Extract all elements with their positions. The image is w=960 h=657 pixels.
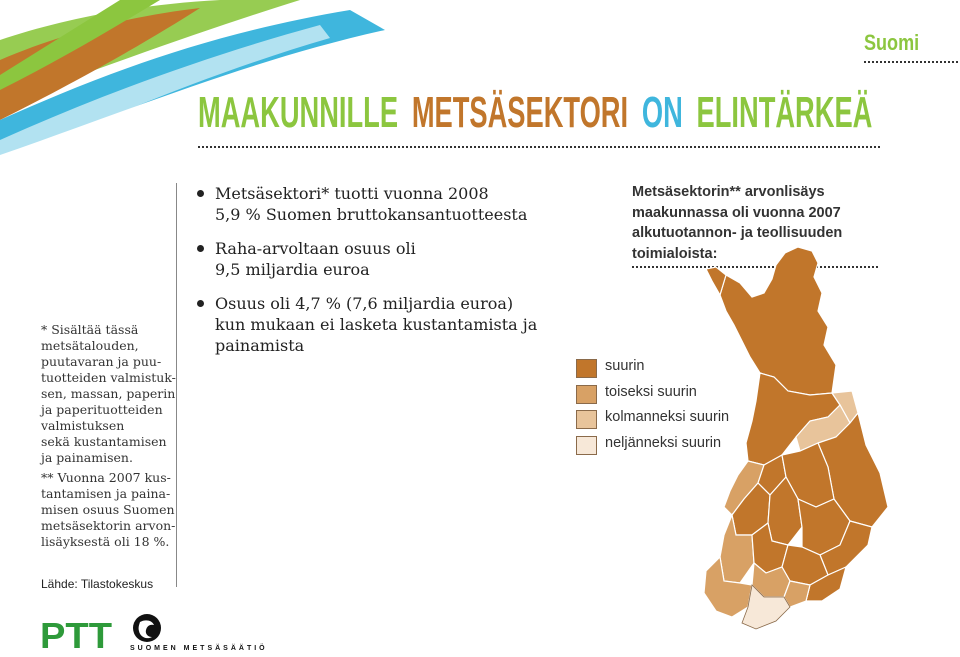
bullet-line: kun mukaan ei lasketa kustantamista ja	[215, 315, 538, 334]
note-line: ja paperituotteiden	[41, 402, 163, 417]
legend-swatch	[576, 436, 597, 455]
bullet-icon	[197, 300, 204, 307]
legend-swatch	[576, 385, 597, 404]
title-divider	[198, 146, 880, 148]
title-word-3: ON	[641, 88, 683, 137]
bullet-line: painamista	[215, 336, 305, 355]
title-word-1: MAAKUNNILLE	[198, 88, 399, 137]
foundation-logo-icon	[130, 613, 166, 645]
legend-swatch	[576, 410, 597, 429]
bullet-line: Metsäsektori* tuotti vuonna 2008	[215, 184, 489, 203]
legend-label: suurin	[605, 358, 645, 374]
legend-swatch	[576, 359, 597, 378]
note-line: tantamisen ja paina-	[41, 486, 171, 501]
foundation-name: SUOMEN METSÄSÄÄTIÖ	[130, 645, 268, 652]
bullet-icon	[197, 190, 204, 197]
title-word-4: ELINTÄRKEÄ	[696, 88, 873, 137]
note-line: metsätalouden,	[41, 338, 139, 353]
note-line: valmistuksen	[41, 418, 125, 433]
note-line: sekä kustantamisen	[41, 434, 167, 449]
note-line: tuotteiden valmistuk-	[41, 370, 176, 385]
ptt-logo-text: PTT	[40, 617, 113, 653]
map-title-line: maakunnassa oli vuonna 2007	[632, 204, 841, 221]
note-line: ja painamisen.	[41, 450, 133, 465]
footnote-1	[41, 322, 176, 466]
title-word-2: METSÄSEKTORI	[411, 88, 629, 137]
note-line: * Sisältää tässä	[41, 322, 139, 337]
vertical-divider	[176, 183, 177, 587]
bullet-item	[197, 293, 567, 356]
header-divider-right	[864, 61, 958, 63]
note-line: puutavaran ja puu-	[41, 354, 162, 369]
bullet-item	[197, 183, 567, 225]
legend-label: kolmanneksi suurin	[605, 409, 730, 425]
bullet-line: Osuus oli 4,7 % (7,6 miljardia euroa)	[215, 294, 514, 313]
bullet-line: 5,9 % Suomen bruttokansantuotteesta	[215, 205, 528, 224]
source-text: Lähde: Tilastokeskus	[41, 577, 154, 591]
bullet-item	[197, 238, 567, 280]
map-title-line: toimialoista:	[632, 245, 718, 262]
note-line: misen osuus Suomen	[41, 502, 175, 517]
bullet-line: 9,5 miljardia euroa	[215, 260, 370, 279]
map-title-line: Metsäsektorin** arvonlisäys	[632, 184, 825, 200]
region-lapland	[720, 247, 836, 395]
note-line: ** Vuonna 2007 kus-	[41, 470, 171, 485]
legend-label: toiseksi suurin	[605, 383, 697, 400]
map-title-line: alkutuotannon- ja teollisuuden	[632, 225, 843, 241]
country-label: Suomi	[864, 30, 920, 55]
bullet-list	[197, 183, 567, 369]
note-line: metsäsektorin arvon-	[41, 518, 176, 533]
page-title	[198, 88, 879, 138]
note-line: sen, massan, paperin	[41, 386, 176, 401]
bullet-icon	[197, 245, 204, 252]
ptt-logo	[40, 617, 114, 653]
footnote-2	[41, 470, 175, 550]
bullet-line: Raha-arvoltaan osuus oli	[215, 239, 416, 258]
legend-label: neljänneksi suurin	[605, 434, 722, 451]
note-line: lisäyksestä oli 18 %.	[41, 534, 170, 549]
